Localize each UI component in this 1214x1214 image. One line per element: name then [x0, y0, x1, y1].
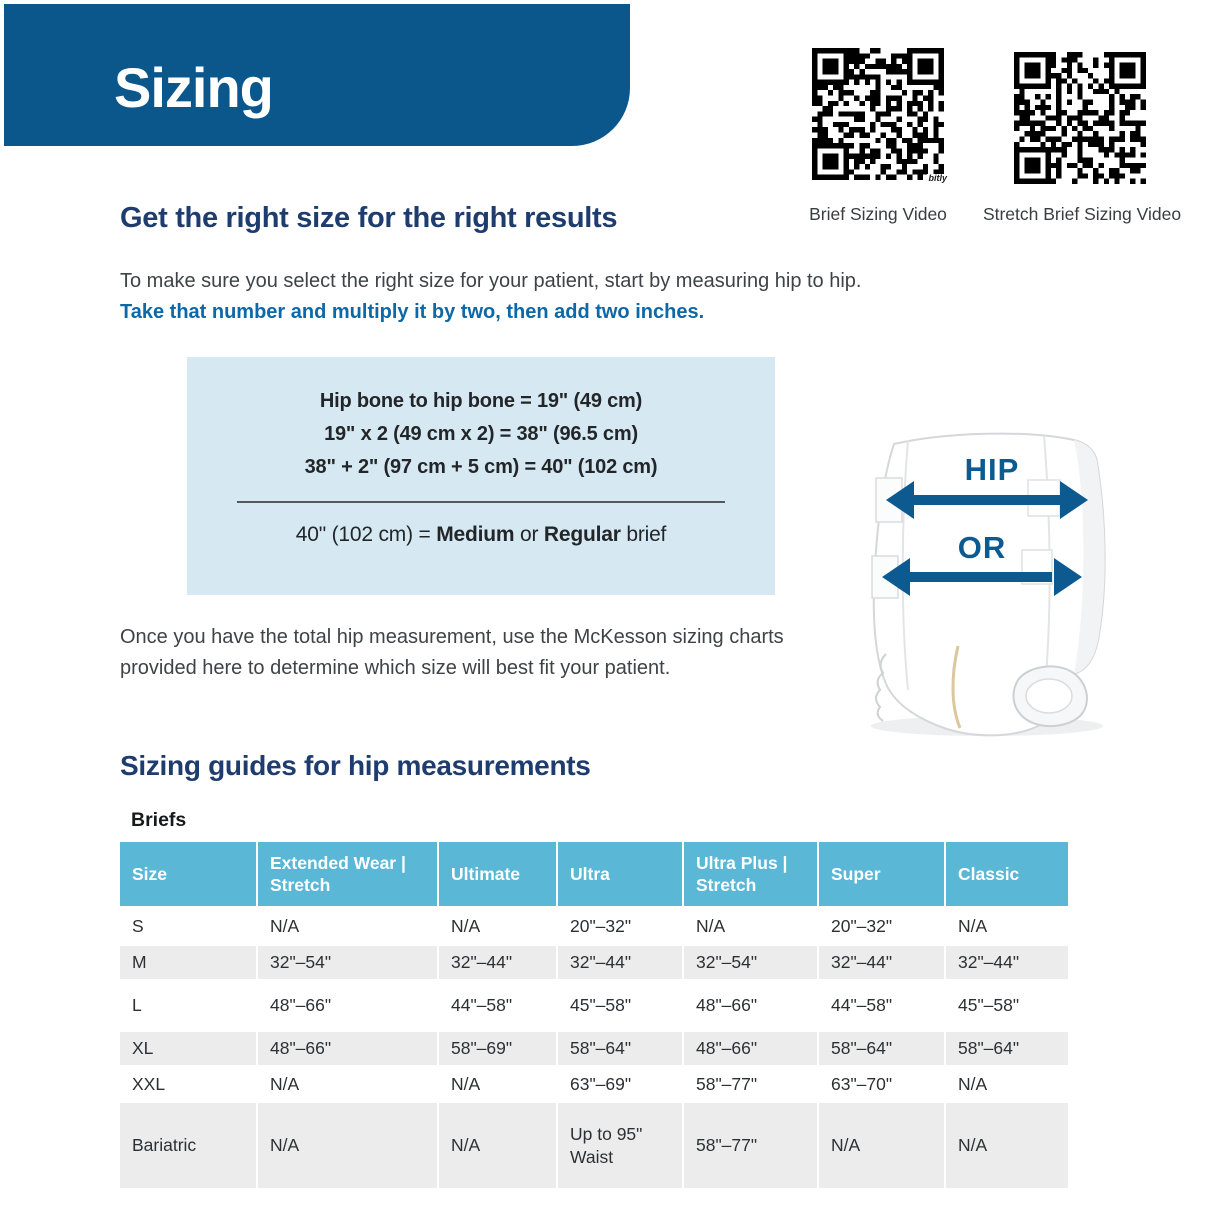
outro-paragraph: Once you have the total hip measurement, use the McKesson sizing charts provided here to determine which size will best fit your patient.	[120, 626, 784, 679]
range-cell: 44"–58"	[818, 979, 945, 1032]
range-cell: N/A	[257, 906, 438, 946]
range-cell: 58"–77"	[683, 1065, 818, 1103]
intro-paragraph	[120, 266, 868, 328]
sizing-banner	[4, 4, 630, 146]
range-cell: 45"–58"	[945, 979, 1068, 1032]
section-heading-sizing-guides: Sizing guides for hip measurements	[120, 750, 591, 781]
result-size-medium: Medium	[436, 523, 515, 546]
range-cell: 48"–66"	[257, 1032, 438, 1065]
size-table-body	[120, 906, 1068, 1188]
range-cell: N/A	[257, 1103, 438, 1188]
range-cell: 45"–58"	[557, 979, 683, 1032]
leg-opening-inner	[1026, 679, 1072, 713]
qr-label-brief-video: Brief Sizing Video	[809, 204, 947, 224]
table-header	[120, 842, 1068, 906]
range-cell: N/A	[945, 1065, 1068, 1103]
formula-result	[187, 523, 775, 547]
section-heading-right-size: Get the right size for the right results	[120, 202, 618, 234]
range-cell: 58"–64"	[945, 1032, 1068, 1065]
range-cell: 58"–64"	[818, 1032, 945, 1065]
range-cell: N/A	[683, 906, 818, 946]
briefs-sizing-table	[120, 842, 1068, 1188]
range-cell: N/A	[438, 1103, 557, 1188]
col-header-super: Super	[818, 842, 945, 906]
result-suffix: brief	[620, 523, 667, 546]
range-cell: 20"–32"	[818, 906, 945, 946]
qr-code-brief-video	[812, 48, 947, 183]
col-header-extended-wear: Extended Wear | Stretch	[257, 842, 438, 906]
result-prefix: 40" (102 cm) =	[295, 523, 437, 546]
range-cell: N/A	[945, 1103, 1068, 1188]
formula-divider	[237, 501, 725, 503]
table-row	[120, 1065, 1068, 1103]
result-size-regular: Regular	[543, 523, 621, 546]
size-cell: Bariatric	[120, 1103, 257, 1188]
range-cell: 32"–44"	[818, 946, 945, 979]
range-cell: 63"–70"	[818, 1065, 945, 1103]
size-cell: XL	[120, 1032, 257, 1065]
col-header-size: Size	[120, 842, 257, 906]
range-cell: 44"–58"	[438, 979, 557, 1032]
qr-pattern	[812, 48, 944, 180]
range-cell: 32"–54"	[257, 946, 438, 979]
range-cell: N/A	[257, 1065, 438, 1103]
qr-code-stretch-video	[1014, 52, 1146, 184]
range-cell: 32"–44"	[945, 946, 1068, 979]
formula-box	[187, 357, 775, 595]
range-cell: Up to 95" Waist	[557, 1103, 683, 1188]
table-row	[120, 906, 1068, 946]
table-row	[120, 1032, 1068, 1065]
qr-pattern	[1014, 52, 1146, 184]
size-cell: XXL	[120, 1065, 257, 1103]
range-cell: 48"–66"	[257, 979, 438, 1032]
formula-line-2: 19" x 2 (49 cm x 2) = 38" (96.5 cm)	[324, 423, 638, 445]
col-header-ultra: Ultra	[557, 842, 683, 906]
range-cell: N/A	[438, 1065, 557, 1103]
size-cell: S	[120, 906, 257, 946]
size-cell: M	[120, 946, 257, 979]
range-cell: N/A	[818, 1103, 945, 1188]
table-row	[120, 979, 1068, 1032]
result-or: or	[514, 523, 544, 546]
range-cell: 48"–66"	[683, 1032, 818, 1065]
or-label: OR	[957, 530, 1007, 565]
range-cell: 48"–66"	[683, 979, 818, 1032]
formula-line-1: Hip bone to hip bone = 19" (49 cm)	[319, 390, 643, 412]
page-title: Sizing	[114, 56, 273, 119]
range-cell: 58"–69"	[438, 1032, 557, 1065]
range-cell: 58"–77"	[683, 1103, 818, 1188]
hip-label: HIP	[964, 452, 1020, 487]
col-header-ultra-plus: Ultra Plus | Stretch	[683, 842, 818, 906]
range-cell: 58"–64"	[557, 1032, 683, 1065]
formula-line-3: 38" + 2" (97 cm + 5 cm) = 40" (102 cm)	[304, 456, 658, 478]
table-row	[120, 1103, 1068, 1188]
range-cell: 32"–44"	[557, 946, 683, 979]
range-cell: N/A	[438, 906, 557, 946]
col-header-ultimate: Ultimate	[438, 842, 557, 906]
table-row	[120, 946, 1068, 979]
bitly-watermark: bitly	[928, 173, 947, 183]
range-cell: 32"–54"	[683, 946, 818, 979]
range-cell: 20"–32"	[557, 906, 683, 946]
table-subheading-briefs: Briefs	[131, 809, 187, 831]
size-cell: L	[120, 979, 257, 1032]
intro-text-bold: Take that number and multiply it by two, then add two inches.	[120, 301, 705, 323]
brief-measurement-illustration	[852, 418, 1142, 738]
range-cell: 32"–44"	[438, 946, 557, 979]
range-cell: 63"–69"	[557, 1065, 683, 1103]
col-header-classic: Classic	[945, 842, 1068, 906]
range-cell: N/A	[945, 906, 1068, 946]
qr-label-stretch-video: Stretch Brief Sizing Video	[982, 204, 1182, 224]
intro-text-regular: To make sure you select the right size for your patient, start by measuring hip to hip.	[120, 270, 862, 292]
